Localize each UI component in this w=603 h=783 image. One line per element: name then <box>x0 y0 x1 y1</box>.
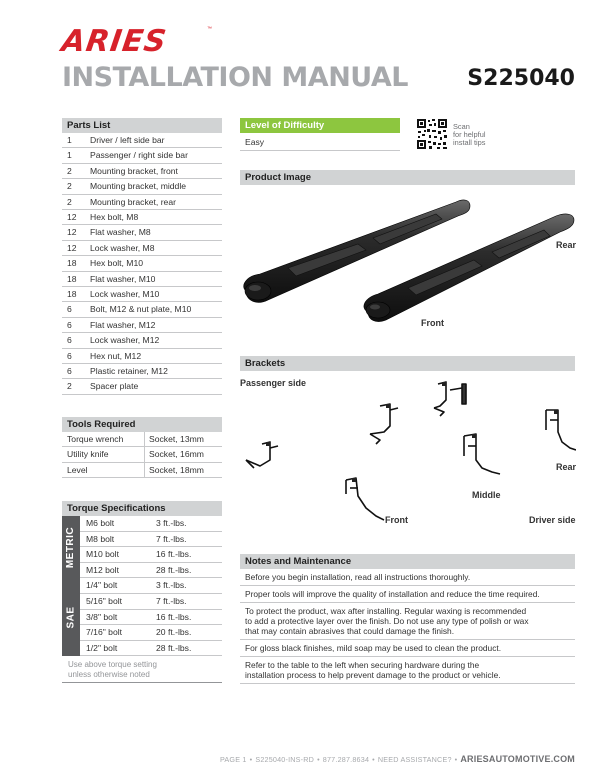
qr-caption-line1: Scan <box>453 122 470 131</box>
part-qty: 1 <box>67 135 72 145</box>
torque-bolt: M8 bolt <box>86 533 115 544</box>
torque-row <box>80 594 222 610</box>
brackets-heading: Brackets <box>240 356 575 371</box>
part-qty: 6 <box>67 335 72 346</box>
trademark-mark: ™ <box>207 26 212 32</box>
difficulty-divider <box>240 150 400 151</box>
torque-value: 7 ft.-lbs. <box>156 596 187 606</box>
parts-list-row <box>62 272 222 287</box>
torque-bottom-divider <box>62 682 222 683</box>
parts-list-row <box>62 379 222 394</box>
torque-bolt: M6 bolt <box>86 518 115 528</box>
part-qty: 2 <box>67 381 72 392</box>
torque-value: 3 ft.-lbs. <box>156 580 187 591</box>
torque-row <box>80 641 222 657</box>
parts-list-row <box>62 241 222 256</box>
product-rear-label: Rear <box>556 240 577 250</box>
part-name: Lock washer, M10 <box>90 289 160 299</box>
tools-row <box>62 432 222 447</box>
torque-bolt: M10 bolt <box>86 549 119 560</box>
note-line: to add a protective layer over the finish. Do not use any type of polish or wax <box>245 616 529 626</box>
torque-row <box>80 625 222 641</box>
brackets-passenger-label: Passenger side <box>240 378 307 388</box>
torque-heading: Torque Specifications <box>62 501 222 516</box>
note-line: Before you begin installation, read all instructions thoroughly. <box>245 572 471 582</box>
torque-bolt: 5/16" bolt <box>86 596 123 606</box>
part-name: Flat washer, M8 <box>90 227 151 238</box>
torque-row <box>80 532 222 548</box>
part-name: Mounting bracket, front <box>90 165 178 176</box>
torque-value: 28 ft.-lbs. <box>156 564 192 575</box>
page-title: INSTALLATION MANUAL <box>62 62 408 93</box>
torque-value: 16 ft.-lbs. <box>156 611 192 622</box>
part-name: Plastic retainer, M12 <box>90 366 168 376</box>
parts-list-row <box>62 287 222 302</box>
part-qty: 18 <box>67 258 77 269</box>
part-name: Hex nut, M12 <box>90 350 142 361</box>
tool-socket: Socket, 13mm <box>144 432 204 447</box>
footer-doc-number: S225040-INS-RD <box>255 755 315 764</box>
torque-bolt: 1/4" bolt <box>86 580 118 591</box>
product-image-side-bars <box>238 188 576 333</box>
footer-phone[interactable]: 877.287.8634 <box>322 755 370 764</box>
tool-name: Utility knife <box>67 449 109 460</box>
note-item <box>240 640 575 657</box>
part-qty: 2 <box>67 181 72 192</box>
part-qty: 12 <box>67 242 77 253</box>
footer-sep: • <box>372 755 375 764</box>
torque-value: 28 ft.-lbs. <box>156 642 192 653</box>
torque-row <box>80 563 222 579</box>
note-line: that may contain abrasives that could damage the finish. <box>245 626 455 636</box>
part-name: Flat washer, M10 <box>90 273 156 284</box>
part-qty: 6 <box>67 319 72 330</box>
brackets-middle-label: Middle <box>472 490 501 500</box>
part-name: Lock washer, M12 <box>90 335 160 346</box>
tool-socket: Socket, 16mm <box>144 447 204 462</box>
qr-caption-line2: for helpful <box>453 130 486 140</box>
part-qty: 2 <box>67 196 72 207</box>
torque-value: 3 ft.-lbs. <box>156 518 187 528</box>
part-name: Hex bolt, M8 <box>90 212 139 222</box>
note-item <box>240 603 575 640</box>
tools-heading: Tools Required <box>62 417 222 432</box>
metric-side-label: METRIC <box>62 516 80 578</box>
parts-list-row <box>62 318 222 333</box>
qr-caption-line3: install tips <box>453 138 486 148</box>
part-qty: 1 <box>67 150 72 161</box>
torque-row <box>80 578 222 594</box>
torque-bolt: M12 bolt <box>86 564 119 575</box>
note-line: For gloss black finishes, mild soap may be used to clean the product. <box>245 643 502 653</box>
parts-list-row <box>62 364 222 379</box>
part-name: Mounting bracket, rear <box>90 196 176 207</box>
brackets-rear-label: Rear <box>556 462 577 472</box>
notes-heading: Notes and Maintenance <box>240 554 575 569</box>
part-name: Bolt, M12 & nut plate, M10 <box>90 304 192 315</box>
part-number: S225040 <box>467 66 575 91</box>
tool-socket: Socket, 18mm <box>144 463 204 478</box>
product-image-heading: Product Image <box>240 170 575 185</box>
torque-bolt: 1/2" bolt <box>86 642 118 653</box>
sae-side-label: SAE <box>62 578 80 656</box>
parts-list-heading: Parts List <box>62 118 222 133</box>
part-qty: 18 <box>67 289 77 299</box>
parts-list-row <box>62 179 222 194</box>
part-qty: 12 <box>67 212 77 222</box>
qr-code-icon[interactable] <box>416 118 448 150</box>
torque-row <box>80 547 222 563</box>
part-qty: 6 <box>67 366 72 376</box>
note-item <box>240 586 575 603</box>
part-qty: 12 <box>67 227 77 238</box>
torque-bolt: 7/16" bolt <box>86 627 123 638</box>
torque-bolt: 3/8" bolt <box>86 611 118 622</box>
brackets-front-label: Front <box>385 515 408 525</box>
tools-row <box>62 463 222 478</box>
part-name: Driver / left side bar <box>90 135 165 145</box>
footer <box>0 754 575 764</box>
part-name: Passenger / right side bar <box>90 150 188 161</box>
tools-row <box>62 447 222 462</box>
torque-value: 7 ft.-lbs. <box>156 533 187 544</box>
footer-assistance: NEED ASSISTANCE? <box>377 755 452 764</box>
part-qty: 6 <box>67 350 72 361</box>
tool-name: Level <box>67 464 88 475</box>
parts-list-row <box>62 164 222 179</box>
qr-caption <box>453 123 513 148</box>
parts-list-row <box>62 148 222 163</box>
brand-logo: ARIES <box>59 24 170 59</box>
torque-note-line1: Use above torque setting <box>68 660 157 669</box>
note-line: Refer to the table to the left when securing hardware during the <box>245 660 480 670</box>
footer-sep: • <box>249 755 253 764</box>
difficulty-value: Easy <box>245 137 265 147</box>
torque-row <box>80 610 222 626</box>
parts-list-row <box>62 349 222 364</box>
parts-list-row <box>62 256 222 271</box>
product-front-label: Front <box>421 318 444 328</box>
part-qty: 2 <box>67 165 72 176</box>
footer-website-link[interactable]: ARIESAUTOMOTIVE.COM <box>460 754 575 764</box>
parts-list-row <box>62 133 222 148</box>
note-line: Proper tools will improve the quality of installation and reduce the time required. <box>245 589 540 599</box>
part-name: Lock washer, M8 <box>90 242 155 253</box>
part-qty: 6 <box>67 304 72 315</box>
parts-list-row <box>62 210 222 225</box>
torque-row <box>80 516 222 532</box>
parts-list-row <box>62 225 222 240</box>
note-item <box>240 657 575 684</box>
torque-value: 16 ft.-lbs. <box>156 549 192 560</box>
brackets-driver-label: Driver side <box>529 515 576 525</box>
note-line: installation process to help prevent damage to the product or vehicle. <box>245 670 501 680</box>
part-name: Mounting bracket, middle <box>90 181 187 192</box>
part-name: Hex bolt, M10 <box>90 258 144 269</box>
footer-page: PAGE 1 <box>219 755 247 764</box>
part-qty: 18 <box>67 273 77 284</box>
difficulty-heading: Level of Difficulty <box>240 118 400 133</box>
footer-sep: • <box>454 755 458 764</box>
footer-sep: • <box>317 755 320 764</box>
part-name: Spacer plate <box>90 381 139 392</box>
part-name: Flat washer, M12 <box>90 319 156 330</box>
torque-value: 20 ft.-lbs. <box>156 627 192 638</box>
torque-note-line2: unless otherwise noted <box>68 670 150 679</box>
tool-name: Torque wrench <box>67 434 124 444</box>
parts-list-row <box>62 195 222 210</box>
note-line: To protect the product, wax after installing. Regular waxing is recommended <box>245 606 527 616</box>
parts-list-row <box>62 333 222 348</box>
brackets-illustration <box>240 376 576 526</box>
parts-list-row <box>62 302 222 317</box>
note-item <box>240 569 575 586</box>
